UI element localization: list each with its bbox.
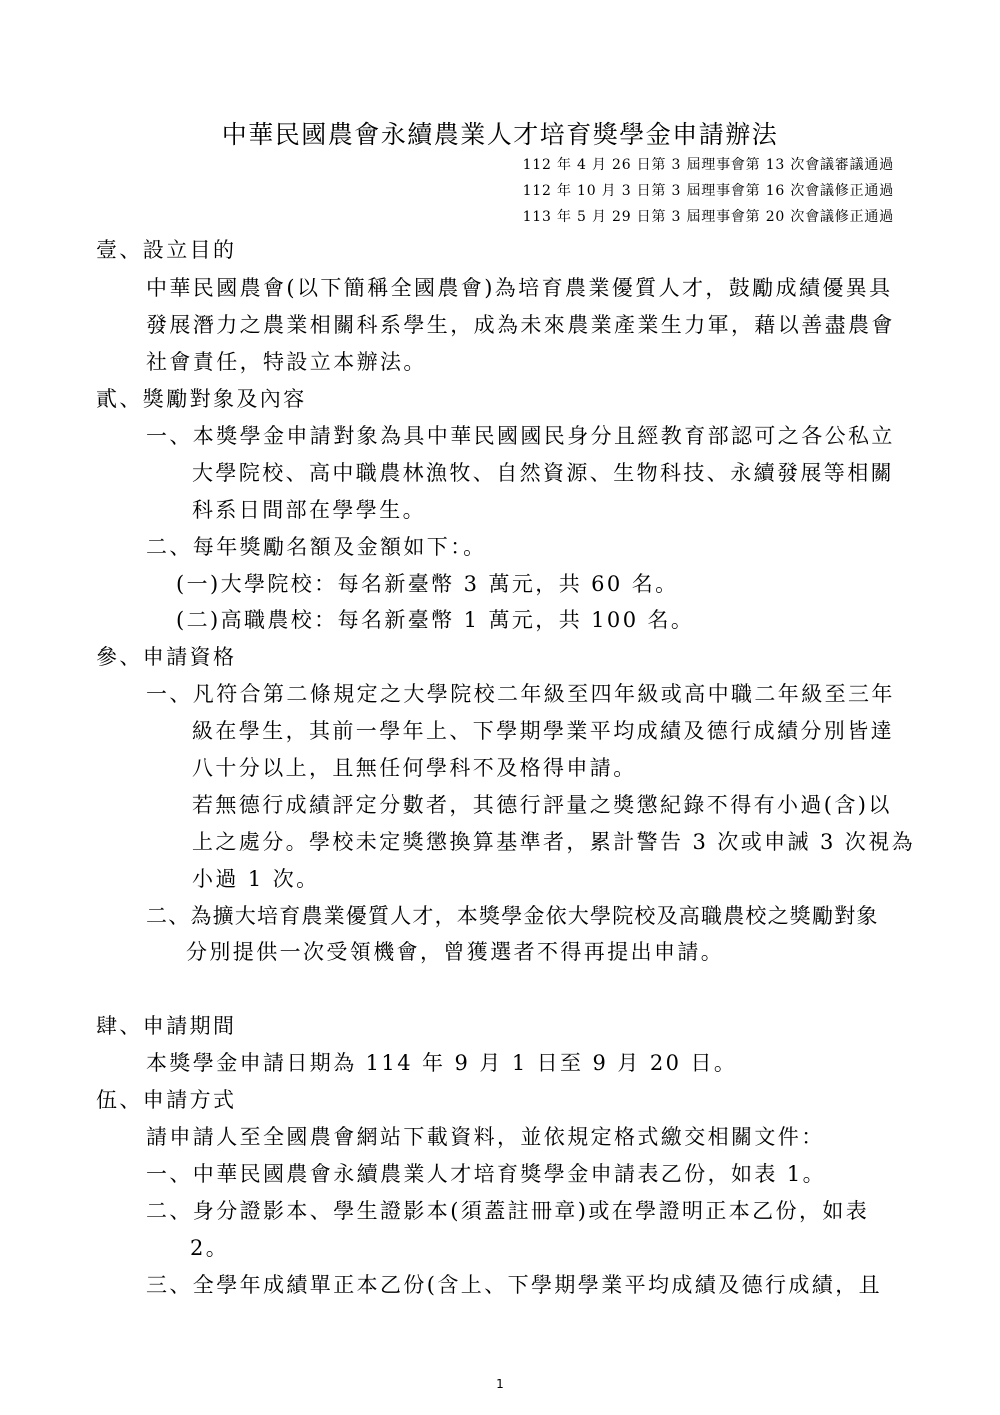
- section-body-line: 請申請人至全國農會網站下載資料，並依規定格式繳交相關文件：: [146, 1125, 825, 1149]
- list-item-line: 一、中華民國農會永續農業人才培育獎學金申請表乙份，如表 1。: [146, 1162, 827, 1186]
- sub-item-line: (一)大學院校：每名新臺幣 3 萬元，共 60 名。: [176, 572, 679, 596]
- revision-note: 112 年 10 月 3 日第 3 屆理事會第 16 次會議修正通過: [522, 183, 894, 199]
- list-item-line: 級在學生，其前一學年上、下學期學業平均成績及德行成績分別皆達: [192, 719, 894, 743]
- section-heading-method: 伍、申請方式: [96, 1088, 237, 1112]
- list-item-line: 科系日間部在學學生。: [192, 498, 426, 522]
- document-title: 中華民國農會永續農業人才培育獎學金申請辦法: [221, 120, 779, 149]
- section-body-line: 本獎學金申請日期為 114 年 9 月 1 日至 9 月 20 日。: [146, 1051, 738, 1075]
- list-item-line: 一、本獎學金申請對象為具中華民國國民身分且經教育部認可之各公私立: [146, 424, 895, 448]
- section-body-line: 中華民國農會(以下簡稱全國農會)為培育農業優質人才，鼓勵成績優異具: [146, 276, 893, 300]
- section-body-line: 社會責任，特設立本辦法。: [146, 350, 427, 374]
- section-heading-eligibility: 參、申請資格: [96, 645, 237, 669]
- section-heading-purpose: 壹、設立目的: [96, 238, 237, 262]
- list-item-line: 上之處分。學校未定獎懲換算基準者，累計警告 3 次或申誡 3 次視為: [192, 830, 916, 854]
- revision-note: 112 年 4 月 26 日第 3 屆理事會第 13 次會議審議通過: [522, 157, 894, 173]
- list-item-line: 二、每年獎勵名額及金額如下：。: [146, 535, 487, 559]
- list-item-line: 小過 1 次。: [192, 867, 320, 891]
- sub-item-line: (二)高職農校：每名新臺幣 1 萬元，共 100 名。: [176, 608, 695, 632]
- list-item-line: 2。: [190, 1236, 230, 1260]
- section-body-line: 發展潛力之農業相關科系學生，成為未來農業產業生力軍，藉以善盡農會: [146, 313, 895, 337]
- list-item-line: 二、身分證影本、學生證影本(須蓋註冊章)或在學證明正本乙份，如表: [146, 1199, 870, 1223]
- list-item-line: 分別提供一次受領機會，曾獲選者不得再提出申請。: [186, 940, 725, 964]
- section-heading-period: 肆、申請期間: [96, 1014, 237, 1038]
- list-item-line: 三、全學年成績單正本乙份(含上、下學期學業平均成績及德行成績，且: [146, 1273, 882, 1297]
- list-item-line: 若無德行成績評定分數者，其德行評量之獎懲紀錄不得有小過(含)以: [192, 793, 892, 817]
- revision-note: 113 年 5 月 29 日第 3 屆理事會第 20 次會議修正通過: [522, 209, 894, 225]
- list-item-line: 大學院校、高中職農林漁牧、自然資源、生物科技、永續發展等相關: [192, 461, 894, 485]
- list-item-line: 八十分以上，且無任何學科不及格得申請。: [192, 756, 637, 780]
- list-item-line: 一、凡符合第二條規定之大學院校二年級至四年級或高中職二年級至三年: [146, 682, 895, 706]
- page-number: 1: [496, 1377, 504, 1391]
- section-heading-recipients: 貳、獎勵對象及內容: [96, 387, 307, 411]
- list-item-line: 二、為擴大培育農業優質人才，本獎學金依大學院校及高職農校之獎勵對象: [146, 904, 879, 928]
